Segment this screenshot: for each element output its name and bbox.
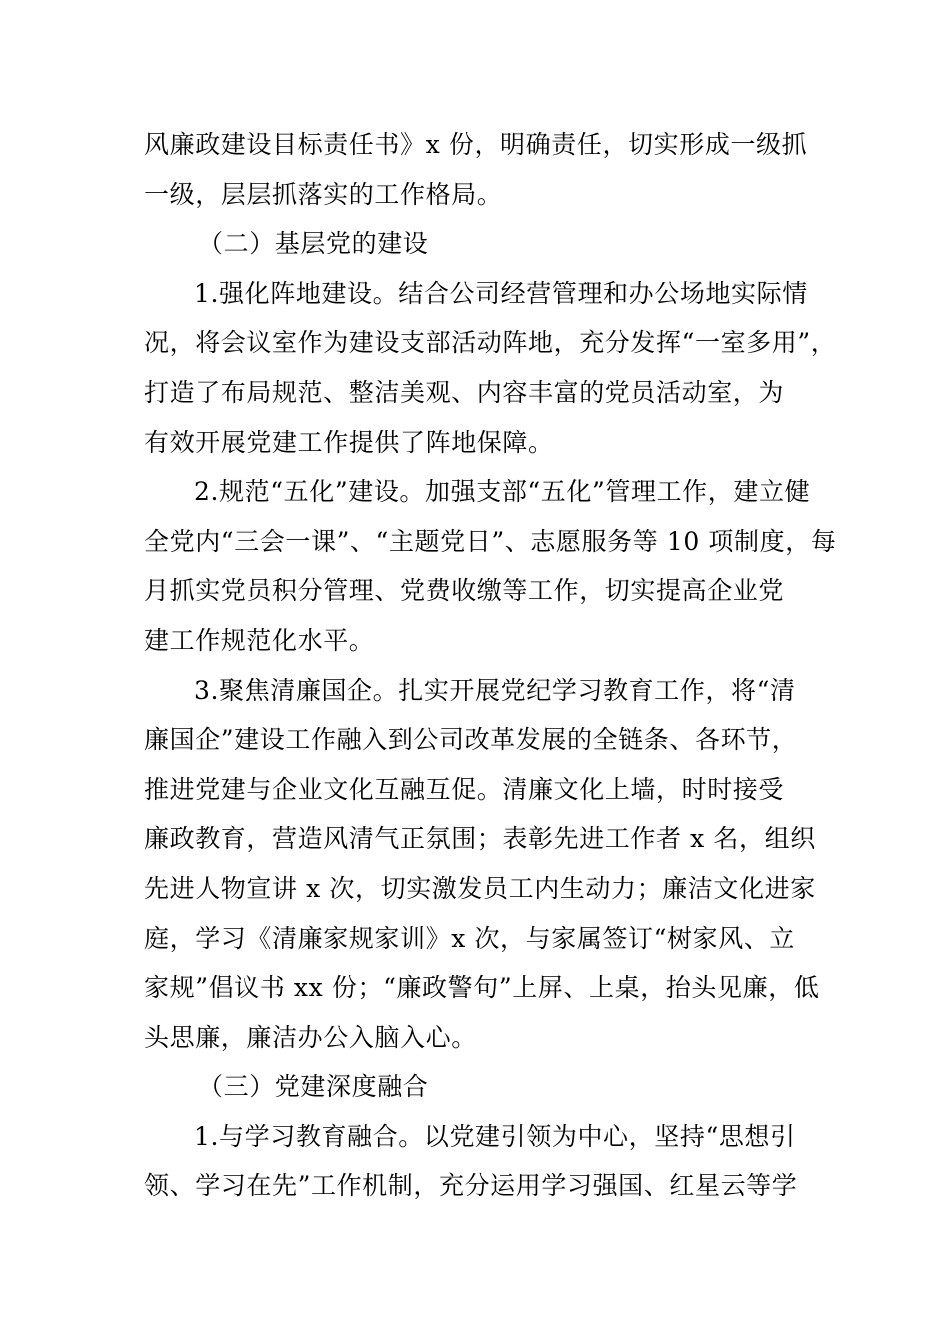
text-line: 有效开展党建工作提供了阵地保障。 (144, 427, 554, 457)
text-line: 推进党建与企业文化互融互促。清廉文化上墙，时时接受 (144, 774, 785, 804)
document-page (144, 120, 837, 1211)
text-line: 全党内“三会一课”、“主题党日”、志愿服务等 10 项制度，每 (144, 526, 837, 556)
text-line: 先进人物宣讲 x 次，切实激发员工内生动力；廉洁文化进家 (144, 873, 816, 903)
text-line: 况，将会议室作为建设支部活动阵地，充分发挥“一室多用”， (144, 328, 837, 358)
text-line: 建工作规范化水平。 (144, 625, 375, 655)
text-line: 月抓实党员积分管理、党费收缴等工作，切实提高企业党 (144, 576, 785, 606)
text-line: 廉政教育，营造风清气正氛围；表彰先进工作者 x 名，组织 (144, 824, 816, 854)
text-line: 廉国企”建设工作融入到公司改革发展的全链条、各环节， (144, 725, 798, 755)
text-line: 领、学习在先”工作机制，充分运用学习强国、红星云等学 (144, 1171, 798, 1201)
text-line: 一级，层层抓落实的工作格局。 (144, 179, 503, 209)
section-heading: （二）基层党的建设 (198, 229, 429, 259)
text-line: 庭，学习《清廉家规家训》x 次，与家属签订“树家风、立 (144, 923, 796, 953)
section-heading: （三）党建深度融合 (198, 1072, 429, 1102)
paragraph-start: 1.强化阵地建设。结合公司经营管理和办公场地实际情 (194, 278, 808, 308)
text-line: 家规”倡议书 xx 份；“廉政警句”上屏、上桌，抬头见廉，低 (144, 973, 820, 1003)
text-line: 打造了布局规范、整洁美观、内容丰富的党员活动室，为 (144, 377, 785, 407)
text-line: 头思廉，廉洁办公入脑入心。 (144, 1022, 477, 1052)
paragraph-start: 2.规范“五化”建设。加强支部“五化”管理工作，建立健 (194, 477, 811, 507)
paragraph-start: 1.与学习教育融合。以党建引领为中心，坚持“思想引 (194, 1121, 796, 1151)
paragraph-start: 3.聚焦清廉国企。扎实开展党纪学习教育工作，将“清 (194, 675, 796, 705)
text-line: 风廉政建设目标责任书》x 份，明确责任，切实形成一级抓 (144, 130, 808, 159)
